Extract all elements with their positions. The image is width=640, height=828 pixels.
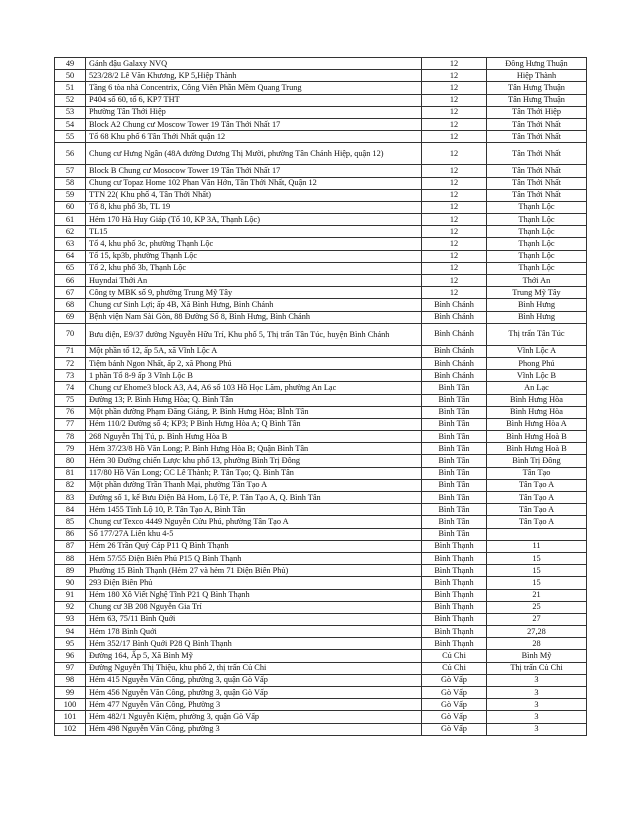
table-row [55, 467, 587, 479]
row-number-cell: 66 [55, 275, 86, 287]
row-number-cell: 91 [55, 589, 86, 601]
district-cell: Bình Thạnh [422, 589, 487, 601]
ward-cell: Tân Thới Nhất [487, 189, 587, 201]
address-cell: Chung cư Ehome3 block A3, A4, A6 số 103 Hồ Học Lãm, phường An Lạc [86, 382, 422, 394]
district-cell: Bình Thạnh [422, 577, 487, 589]
ward-cell: 11 [487, 540, 587, 552]
table-row [55, 250, 587, 262]
table-row [55, 626, 587, 638]
address-cell: Huyndai Thới An [86, 275, 422, 287]
table-row [55, 82, 587, 94]
district-cell: Bình Chánh [422, 357, 487, 369]
ward-cell: Tân Tạo [487, 467, 587, 479]
ward-cell: Trung Mỹ Tây [487, 287, 587, 299]
district-cell: Bình Chánh [422, 345, 487, 357]
district-cell: Gò Vấp [422, 674, 487, 686]
row-number-cell: 50 [55, 70, 86, 82]
ward-cell: Thạnh Lộc [487, 238, 587, 250]
district-cell: Bình Thạnh [422, 601, 487, 613]
row-number-cell: 65 [55, 262, 86, 274]
address-cell: Hẻm 415 Nguyễn Văn Công, phường 3, quận Gò Vấp [86, 674, 422, 686]
row-number-cell: 51 [55, 82, 86, 94]
row-number-cell: 49 [55, 58, 86, 70]
row-number-cell: 68 [55, 299, 86, 311]
table-row [55, 516, 587, 528]
table-row [55, 431, 587, 443]
ward-cell: Bình Hưng [487, 299, 587, 311]
district-cell: Bình Thạnh [422, 626, 487, 638]
district-cell: 12 [422, 131, 487, 143]
row-number-cell: 79 [55, 443, 86, 455]
district-cell: Bình Tân [422, 492, 487, 504]
ward-cell: Tân Thới Nhất [487, 143, 587, 165]
address-cell: Hẻm 178 Bình Quới [86, 626, 422, 638]
address-cell: TTN 22( Khu phố 4, Tân Thới Nhất) [86, 189, 422, 201]
address-cell: 117/80 Hồ Văn Long; CC Lê Thành; P. Tân Tạo; Q. Bình Tân [86, 467, 422, 479]
address-cell: Đường 13; P. Bình Hưng Hòa; Q. Bình Tân [86, 394, 422, 406]
row-number-cell: 92 [55, 601, 86, 613]
district-cell: 12 [422, 262, 487, 274]
address-cell: Hẻm 37/23/8 Hồ Văn Long; P. Bình Hưng Hòa B; Quận Bình Tân [86, 443, 422, 455]
address-cell: Đường Nguyễn Thị Thiệu, khu phố 2, thị trấn Củ Chi [86, 662, 422, 674]
address-cell: Một phần đường Trần Thanh Mại, phường Tân Tạo A [86, 479, 422, 491]
ward-cell: 3 [487, 674, 587, 686]
address-cell: Tầng 6 tòa nhà Concentrix, Công Viên Phần Mềm Quang Trung [86, 82, 422, 94]
table-row [55, 226, 587, 238]
address-cell: Hẻm 352/17 Bình Quới P28 Q Bình Thạnh [86, 638, 422, 650]
row-number-cell: 87 [55, 540, 86, 552]
table-row [55, 662, 587, 674]
ward-cell [487, 528, 587, 540]
table-row [55, 674, 587, 686]
row-number-cell: 90 [55, 577, 86, 589]
district-cell: Bình Chánh [422, 370, 487, 382]
ward-cell: Bình Hưng Hoà B [487, 443, 587, 455]
address-cell: TL15 [86, 226, 422, 238]
table-row [55, 394, 587, 406]
address-cell: Công ty MBK số 9, phường Trung Mỹ Tây [86, 287, 422, 299]
district-cell: Bình Thạnh [422, 565, 487, 577]
table-row [55, 504, 587, 516]
district-cell: 12 [422, 189, 487, 201]
district-cell: Gò Vấp [422, 711, 487, 723]
address-table-body [55, 58, 587, 736]
ward-cell: Tân Thới Nhất [487, 131, 587, 143]
document-page [54, 57, 586, 736]
district-cell: 12 [422, 226, 487, 238]
district-cell: 12 [422, 118, 487, 130]
address-cell: Block A2 Chung cư Moscow Tower 19 Tân Thới Nhất 17 [86, 118, 422, 130]
district-cell: 12 [422, 82, 487, 94]
ward-cell: Thạnh Lộc [487, 226, 587, 238]
district-cell: Bình Thạnh [422, 613, 487, 625]
address-cell: Bưu điện, E9/37 đường Nguyễn Hữu Trí, Khu phố 5, Thị trấn Tân Túc, huyện Bình Chánh [86, 323, 422, 345]
row-number-cell: 85 [55, 516, 86, 528]
table-row [55, 443, 587, 455]
district-cell: Bình Tân [422, 516, 487, 528]
table-row [55, 418, 587, 430]
table-row [55, 262, 587, 274]
table-row [55, 345, 587, 357]
ward-cell: Thị trấn Tân Túc [487, 323, 587, 345]
row-number-cell: 83 [55, 492, 86, 504]
table-row [55, 143, 587, 165]
ward-cell: Bình Mỹ [487, 650, 587, 662]
row-number-cell: 54 [55, 118, 86, 130]
table-row [55, 201, 587, 213]
row-number-cell: 96 [55, 650, 86, 662]
ward-cell: 3 [487, 711, 587, 723]
district-cell: 12 [422, 275, 487, 287]
row-number-cell: 100 [55, 699, 86, 711]
ward-cell: An Lạc [487, 382, 587, 394]
address-cell: Hẻm 482/1 Nguyễn Kiệm, phường 3, quận Gò Vấp [86, 711, 422, 723]
table-row [55, 70, 587, 82]
ward-cell: Thạnh Lộc [487, 250, 587, 262]
address-cell: 1 phần Tổ 8-9 ấp 3 Vĩnh Lộc B [86, 370, 422, 382]
ward-cell: Tân Tạo A [487, 492, 587, 504]
row-number-cell: 57 [55, 165, 86, 177]
table-row [55, 406, 587, 418]
address-cell: Chung cư Topaz Home 102 Phan Văn Hớn, Tân Thới Nhất, Quận 12 [86, 177, 422, 189]
district-cell: Bình Tân [422, 431, 487, 443]
address-cell: Hẻm 170 Hà Huy Giáp (Tổ 10, KP 3A, Thạnh Lộc) [86, 214, 422, 226]
ward-cell: 3 [487, 699, 587, 711]
table-row [55, 58, 587, 70]
row-number-cell: 82 [55, 479, 86, 491]
row-number-cell: 64 [55, 250, 86, 262]
district-cell: 12 [422, 250, 487, 262]
table-row [55, 552, 587, 564]
table-row [55, 711, 587, 723]
table-row [55, 189, 587, 201]
row-number-cell: 67 [55, 287, 86, 299]
row-number-cell: 55 [55, 131, 86, 143]
row-number-cell: 75 [55, 394, 86, 406]
district-cell: Gò Vấp [422, 687, 487, 699]
district-cell: Bình Tân [422, 479, 487, 491]
district-cell: Bình Tân [422, 528, 487, 540]
address-cell: Một phần đường Phạm Đăng Giảng, P. Bình Hưng Hòa; BÌnh Tân [86, 406, 422, 418]
district-cell: 12 [422, 70, 487, 82]
table-row [55, 238, 587, 250]
address-cell: Hẻm 498 Nguyễn Văn Công, phường 3 [86, 723, 422, 735]
table-row [55, 723, 587, 735]
ward-cell: 15 [487, 552, 587, 564]
address-cell: Chung cư Hưng Ngân (48A đường Dương Thị Mười, phường Tân Chánh Hiệp, quận 12) [86, 143, 422, 165]
district-cell: 12 [422, 58, 487, 70]
row-number-cell: 62 [55, 226, 86, 238]
district-cell: Bình Tân [422, 382, 487, 394]
ward-cell: 21 [487, 589, 587, 601]
row-number-cell: 70 [55, 323, 86, 345]
row-number-cell: 72 [55, 357, 86, 369]
district-cell: Bình Tân [422, 394, 487, 406]
row-number-cell: 60 [55, 201, 86, 213]
district-cell: Củ Chi [422, 662, 487, 674]
district-cell: Bình Tân [422, 504, 487, 516]
row-number-cell: 98 [55, 674, 86, 686]
district-cell: 12 [422, 177, 487, 189]
address-cell: Hẻm 180 Xô Viết Nghệ Tĩnh P21 Q Bình Thạnh [86, 589, 422, 601]
district-cell: Gò Vấp [422, 723, 487, 735]
ward-cell: Tân Tạo A [487, 516, 587, 528]
table-row [55, 311, 587, 323]
table-row [55, 177, 587, 189]
ward-cell: Vĩnh Lộc B [487, 370, 587, 382]
table-row [55, 131, 587, 143]
table-row [55, 382, 587, 394]
district-cell: Bình Tân [422, 406, 487, 418]
row-number-cell: 52 [55, 94, 86, 106]
ward-cell: 25 [487, 601, 587, 613]
table-row [55, 589, 587, 601]
row-number-cell: 53 [55, 106, 86, 118]
table-row [55, 699, 587, 711]
row-number-cell: 56 [55, 143, 86, 165]
district-cell: Gò Vấp [422, 699, 487, 711]
row-number-cell: 78 [55, 431, 86, 443]
district-cell: Bình Thạnh [422, 540, 487, 552]
table-row [55, 455, 587, 467]
ward-cell: Tân Thới Nhất [487, 165, 587, 177]
district-cell: 12 [422, 143, 487, 165]
ward-cell: 28 [487, 638, 587, 650]
address-cell: Đường số 1, kế Bưu Điện Bà Hom, Lộ Tẻ, P. Tân Tạo A, Q. Bình Tân [86, 492, 422, 504]
row-number-cell: 76 [55, 406, 86, 418]
address-cell: Hẻm 477 Nguyễn Văn Công, Phường 3 [86, 699, 422, 711]
address-cell: Tổ 15, kp3b, phường Thạnh Lộc [86, 250, 422, 262]
address-cell: Gánh đậu Galaxy NVQ [86, 58, 422, 70]
address-cell: Hẻm 1455 Tỉnh Lộ 10, P. Tân Tạo A, Bình Tân [86, 504, 422, 516]
address-cell: 523/28/2 Lê Văn Khương, KP 5,Hiệp Thành [86, 70, 422, 82]
ward-cell: Vĩnh Lộc A [487, 345, 587, 357]
ward-cell: Thạnh Lộc [487, 214, 587, 226]
address-cell: Hẻm 30 Đường chiến Lược khu phố 13, phường Bình Trị Đông [86, 455, 422, 467]
row-number-cell: 99 [55, 687, 86, 699]
table-row [55, 357, 587, 369]
address-cell: Hẻm 63, 75/11 Bình Quới [86, 613, 422, 625]
district-cell: Củ Chi [422, 650, 487, 662]
row-number-cell: 89 [55, 565, 86, 577]
ward-cell: Tân Tạo A [487, 504, 587, 516]
row-number-cell: 102 [55, 723, 86, 735]
address-cell: Hẻm 57/55 Điện Biên Phủ P15 Q Bình Thạnh [86, 552, 422, 564]
address-cell: Hẻm 456 Nguyễn Văn Công, phường 3, quận Gò Vấp [86, 687, 422, 699]
row-number-cell: 86 [55, 528, 86, 540]
district-cell: Bình Chánh [422, 311, 487, 323]
address-cell: Đường 164, Ấp 5, Xã Bình Mỹ [86, 650, 422, 662]
table-row [55, 323, 587, 345]
district-cell: 12 [422, 238, 487, 250]
table-row [55, 287, 587, 299]
row-number-cell: 97 [55, 662, 86, 674]
row-number-cell: 74 [55, 382, 86, 394]
ward-cell: Tân Thới Nhất [487, 118, 587, 130]
district-cell: 12 [422, 201, 487, 213]
ward-cell: Phong Phú [487, 357, 587, 369]
district-cell: Bình Tân [422, 455, 487, 467]
district-cell: 12 [422, 287, 487, 299]
address-table [54, 57, 587, 736]
address-cell: Chung cư 3B 208 Nguyễn Gia Trí [86, 601, 422, 613]
table-row [55, 638, 587, 650]
address-cell: Hẻm 110/2 Đường số 4; KP3; P Bình Hưng Hòa A; Q Bình Tân [86, 418, 422, 430]
ward-cell: 3 [487, 687, 587, 699]
table-row [55, 165, 587, 177]
row-number-cell: 58 [55, 177, 86, 189]
ward-cell: Bình Hưng Hoà B [487, 431, 587, 443]
row-number-cell: 81 [55, 467, 86, 479]
table-row [55, 601, 587, 613]
table-row [55, 106, 587, 118]
district-cell: 12 [422, 94, 487, 106]
ward-cell: Bình Trị Đông [487, 455, 587, 467]
address-cell: Phường Tân Thới Hiệp [86, 106, 422, 118]
table-row [55, 565, 587, 577]
district-cell: 12 [422, 106, 487, 118]
address-cell: Tổ 8, khu phố 3b, TL 19 [86, 201, 422, 213]
ward-cell: Tân Thới Hiệp [487, 106, 587, 118]
address-cell: Bệnh viện Nam Sài Gòn, 88 Đường Số 8, Bình Hưng, Bình Chánh [86, 311, 422, 323]
ward-cell: 15 [487, 577, 587, 589]
address-cell: Số 177/27A Liên khu 4-5 [86, 528, 422, 540]
ward-cell: Tân Hưng Thuận [487, 94, 587, 106]
district-cell: Bình Chánh [422, 323, 487, 345]
table-row [55, 613, 587, 625]
row-number-cell: 93 [55, 613, 86, 625]
ward-cell: Hiệp Thành [487, 70, 587, 82]
row-number-cell: 71 [55, 345, 86, 357]
ward-cell: Tân Thới Nhất [487, 177, 587, 189]
row-number-cell: 73 [55, 370, 86, 382]
district-cell: Bình Tân [422, 418, 487, 430]
ward-cell: 27,28 [487, 626, 587, 638]
table-row [55, 650, 587, 662]
ward-cell: Thạnh Lộc [487, 262, 587, 274]
address-cell: 268 Nguyễn Thị Tú, p. Bình Hưng Hòa B [86, 431, 422, 443]
table-row [55, 275, 587, 287]
ward-cell: Thới An [487, 275, 587, 287]
row-number-cell: 84 [55, 504, 86, 516]
district-cell: Bình Tân [422, 443, 487, 455]
row-number-cell: 59 [55, 189, 86, 201]
address-cell: Chung cư Sinh Lợi; ấp 4B, Xã Bình Hưng, Bình Chánh [86, 299, 422, 311]
ward-cell: 27 [487, 613, 587, 625]
district-cell: Bình Thạnh [422, 552, 487, 564]
address-cell: Tổ 4, khu phố 3c, phường Thạnh Lộc [86, 238, 422, 250]
address-cell: Tổ 2, khu phố 3b, Thạnh Lộc [86, 262, 422, 274]
address-cell: Hẻm 26 Trần Quý Cáp P11 Q Bình Thạnh [86, 540, 422, 552]
row-number-cell: 88 [55, 552, 86, 564]
district-cell: 12 [422, 165, 487, 177]
row-number-cell: 80 [55, 455, 86, 467]
district-cell: 12 [422, 214, 487, 226]
row-number-cell: 61 [55, 214, 86, 226]
table-row [55, 118, 587, 130]
address-cell: Chung cư Texco 4449 Nguyễn Cửu Phú, phường Tân Tạo A [86, 516, 422, 528]
table-row [55, 479, 587, 491]
table-row [55, 94, 587, 106]
address-cell: Một phần tổ 12, ấp 5A, xã Vĩnh Lộc A [86, 345, 422, 357]
address-cell: Phường 15 Bình Thạnh (Hẻm 27 và hẻm 71 Điện Biên Phủ) [86, 565, 422, 577]
table-row [55, 540, 587, 552]
table-row [55, 528, 587, 540]
address-cell: Block B Chung cư Mosocow Tower 19 Tân Thới Nhất 17 [86, 165, 422, 177]
ward-cell: Tân Tạo A [487, 479, 587, 491]
row-number-cell: 95 [55, 638, 86, 650]
ward-cell: Bình Hưng Hòa [487, 406, 587, 418]
row-number-cell: 77 [55, 418, 86, 430]
row-number-cell: 94 [55, 626, 86, 638]
district-cell: Bình Chánh [422, 299, 487, 311]
table-row [55, 492, 587, 504]
address-cell: Tiệm bánh Ngon Nhất, ấp 2, xã Phong Phú [86, 357, 422, 369]
district-cell: Bình Tân [422, 467, 487, 479]
row-number-cell: 69 [55, 311, 86, 323]
ward-cell: Bình Hưng Hòa [487, 394, 587, 406]
district-cell: Bình Thạnh [422, 638, 487, 650]
table-row [55, 214, 587, 226]
ward-cell: Thị trấn Củ Chi [487, 662, 587, 674]
ward-cell: Bình Hưng [487, 311, 587, 323]
table-row [55, 370, 587, 382]
ward-cell: Tân Hưng Thuận [487, 82, 587, 94]
row-number-cell: 63 [55, 238, 86, 250]
ward-cell: 15 [487, 565, 587, 577]
table-row [55, 687, 587, 699]
ward-cell: Đông Hưng Thuận [487, 58, 587, 70]
ward-cell: 3 [487, 723, 587, 735]
address-cell: 293 Điện Biên Phủ [86, 577, 422, 589]
row-number-cell: 101 [55, 711, 86, 723]
table-row [55, 299, 587, 311]
address-cell: Tổ 68 Khu phố 6 Tân Thới Nhất quận 12 [86, 131, 422, 143]
address-cell: P404 số 60, tổ 6, KP7 THT [86, 94, 422, 106]
ward-cell: Bình Hưng Hòa A [487, 418, 587, 430]
table-row [55, 577, 587, 589]
ward-cell: Thạnh Lộc [487, 201, 587, 213]
